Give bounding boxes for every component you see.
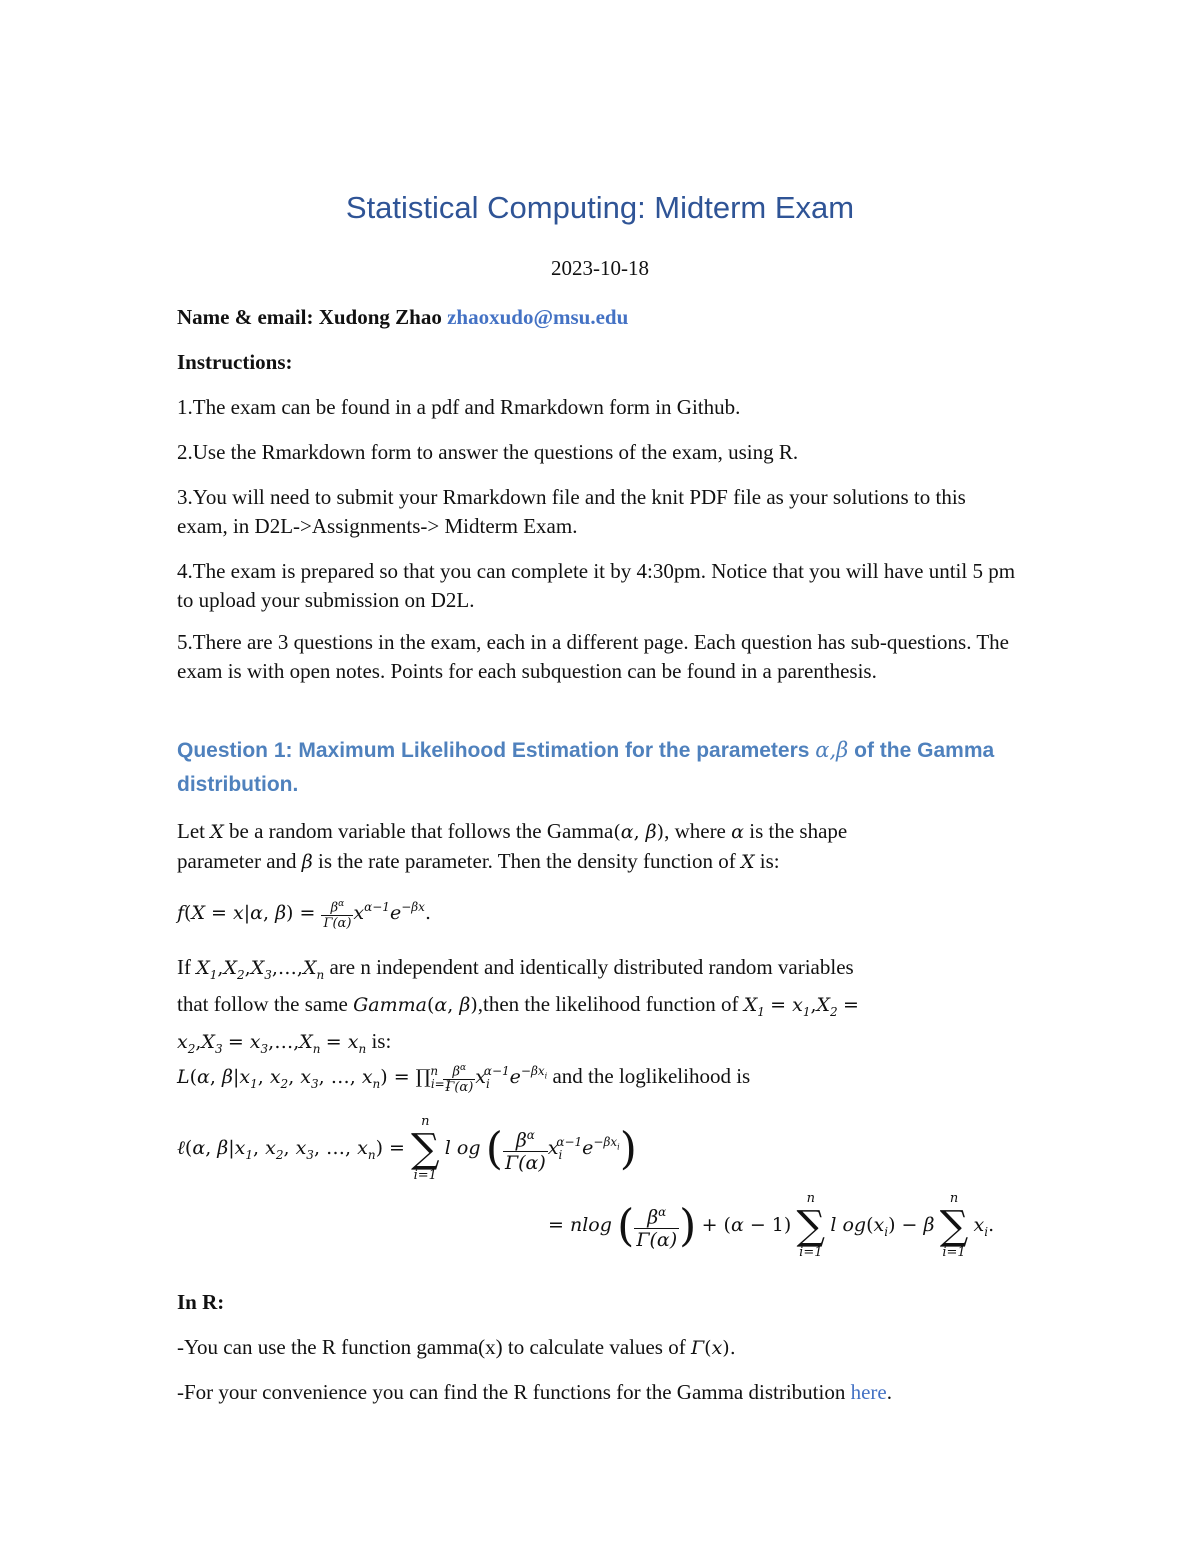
instruction-item: 2.Use the Rmarkdown form to answer the questions of the exam, using R. bbox=[177, 440, 799, 464]
question-1-heading bbox=[177, 733, 1037, 802]
heading-text: of the Gamma distribution. bbox=[177, 739, 995, 796]
page-title: Statistical Computing: Midterm Exam bbox=[345, 190, 855, 225]
instructions-heading bbox=[177, 348, 1037, 377]
intro-text: is the shape bbox=[749, 819, 848, 843]
in-r-text: -You can use the R function gamma(x) to calculate values of bbox=[177, 1335, 686, 1359]
iid-paragraph: If $X_1,X_2,X_3,\dots,X_n$ are n independent and identically distributed random variables that follow the same Gamma(α, β),then the likelihood function of $X_1 = x_1,X_2$ = $x_2,X_3$ = $x_3,\dots,X_n = x_n$ is: bbox=[177, 955, 859, 1057]
in-r-item: -You can use the R function gamma(x) to calculate values of Γ(x). bbox=[177, 1335, 736, 1359]
loglik-formula-2: = nlog ( $\frac{\beta^\alpha}{\Gamma(\alpha)}$ ) + (α − 1) n ∑ i=1 l $og(x_i) - \beta$ n ∑ i=1 $x_i$. bbox=[548, 1191, 995, 1260]
instructions-label: Instructions: bbox=[177, 350, 293, 374]
loglik-formula-1: ℓ(α, $\beta|x_1$, $x_2$, $x_3$, …, $x_n$) = n ∑ i=1 l og ( $\frac{\beta^\alpha}{\Gamma(\alpha)}$ $x_i^{\alpha-1}e^{-\beta x_i}$) bbox=[177, 1114, 637, 1183]
instruction-item: 3.You will need to submit your Rmarkdown file and the knit PDF file as your solutions to this exam, in D2L->Assignments-> Midterm Exam. bbox=[177, 485, 966, 538]
in-r-heading bbox=[177, 1288, 1037, 1317]
likelihood-formula: L(α, $\beta|x_1$, $x_2$, $x_3$, …, $x_n$) = $\prod_{i=1}^n$ $\frac{\beta^\alpha}{\Gamma(\alpha)}$ $x_i^{\alpha-1}e^{-\beta x_i}$ and the loglikelihood is bbox=[177, 1063, 751, 1096]
student-name: Xudong Zhao bbox=[318, 305, 442, 329]
in-r-item: -For your convenience you can find the R functions for the Gamma distribution here. bbox=[177, 1380, 892, 1404]
instruction-item: 4.The exam is prepared so that you can complete it by 4:30pm. Notice that you will have until 5 pm to upload your submission on D2L. bbox=[177, 559, 1016, 612]
intro-text: is the rate parameter. Then the density function of bbox=[318, 849, 736, 873]
exam-date: 2023-10-18 bbox=[551, 256, 649, 280]
intro-text: be a random variable that follows the Gamma bbox=[229, 819, 614, 843]
iid-text: is: bbox=[371, 1029, 392, 1054]
loglik-text: and the loglikelihood is bbox=[552, 1064, 751, 1088]
instruction-item: 1.The exam can be found in a pdf and Rmarkdown form in Github. bbox=[177, 395, 741, 419]
in-r-text: -For your convenience you can find the R functions for the Gamma distribution bbox=[177, 1380, 846, 1404]
here-link[interactable]: here bbox=[850, 1380, 887, 1404]
heading-params: α,β bbox=[815, 738, 849, 762]
intro-text: , where bbox=[664, 819, 726, 843]
iid-text: are n independent and identically distributed random variables bbox=[329, 955, 854, 979]
instruction-item: 5.There are 3 questions in the exam, each in a different page. Each question has sub-questions. The exam is with open notes. Points for each subquestion can be found in a parenthesis. bbox=[177, 630, 1009, 683]
intro-text: is: bbox=[759, 849, 780, 873]
in-r-label: In R: bbox=[177, 1290, 225, 1314]
intro-text: Let bbox=[177, 819, 205, 843]
iid-text: that follow the same bbox=[177, 992, 348, 1017]
question-1-intro: Let X be a random variable that follows the Gamma(α, β), where α is the shape parameter and β is the rate parameter. Then the density function of X is: bbox=[177, 819, 848, 873]
name-label: Name & email: bbox=[177, 305, 314, 329]
iid-text: ,then the likelihood function of bbox=[477, 992, 739, 1017]
density-formula: f(X = x|α, β) = $\frac{\beta^\alpha}{\Gamma(\alpha)}$ $x^{\alpha-1}e^{-\beta x}$. bbox=[177, 899, 431, 932]
name-email-line bbox=[177, 303, 1037, 332]
intro-text: parameter and bbox=[177, 849, 297, 873]
email-link[interactable]: zhaoxudo@msu.edu bbox=[447, 305, 629, 329]
heading-text: Question 1: Maximum Likelihood Estimation for the parameters bbox=[177, 739, 810, 762]
